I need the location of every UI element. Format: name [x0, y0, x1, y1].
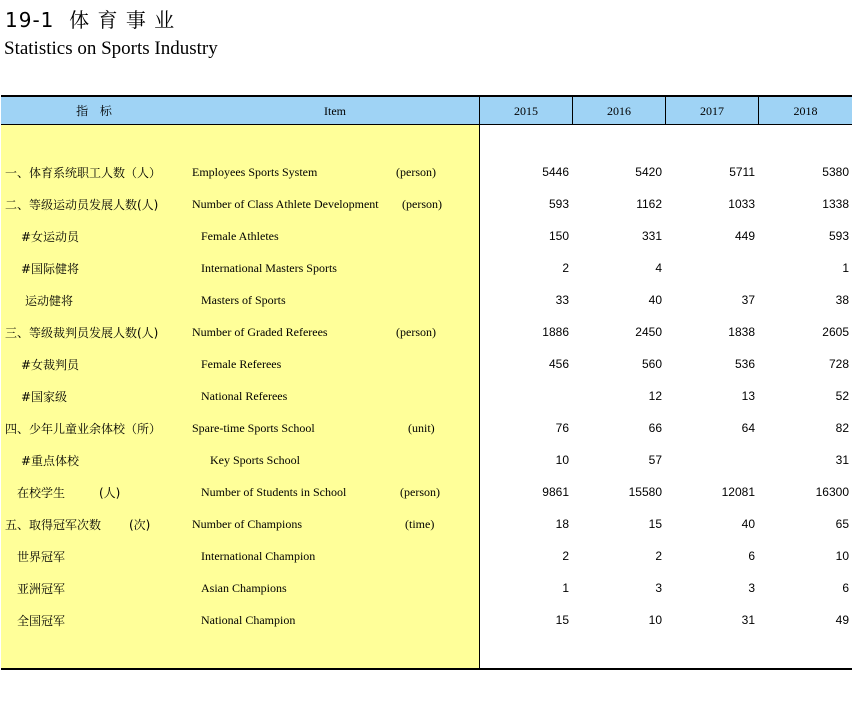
row-value-2015: 2: [562, 549, 569, 563]
row-indicator-cn: 运动健将: [25, 294, 74, 308]
row-value-2016: 2450: [635, 325, 662, 339]
row-value-2018: 31: [835, 453, 849, 467]
row-unit-cn: (次): [129, 518, 151, 532]
row-value-2018: 5380: [822, 165, 849, 179]
row-unit-en: (person): [400, 485, 440, 499]
row-item-en: Asian Champions: [201, 581, 287, 595]
row-value-2015: 18: [555, 517, 569, 531]
table-bottom-border: [1, 668, 852, 670]
row-unit-en: (unit): [408, 421, 435, 435]
table-header: [1, 95, 852, 125]
row-unit-en: (person): [396, 325, 436, 339]
table-row: [1, 604, 852, 636]
table-row: [1, 380, 852, 412]
table-row: [1, 508, 852, 540]
row-item-en: Number of Graded Referees: [192, 325, 328, 339]
row-item-en: Spare-time Sports School: [192, 421, 315, 435]
row-value-2018: 38: [835, 293, 849, 307]
row-value-2015: 15: [555, 613, 569, 627]
row-indicator-cn: #重点体校: [21, 454, 80, 468]
row-value-2018: 52: [835, 389, 849, 403]
row-item-en: International Masters Sports: [201, 261, 337, 275]
row-value-2017: 12081: [721, 485, 755, 499]
row-value-2015: 5446: [542, 165, 569, 179]
row-value-2015: 150: [548, 229, 569, 243]
row-value-2018: 728: [828, 357, 849, 371]
row-value-2016: 66: [648, 421, 662, 435]
row-value-2016: 10: [648, 613, 662, 627]
table-row: [1, 316, 852, 348]
header-year-2015: 2015: [514, 104, 538, 118]
row-unit-en: (person): [396, 165, 436, 179]
title-english: Statistics on Sports Industry: [4, 38, 218, 59]
table-row: [1, 188, 852, 220]
row-value-2017: 536: [734, 357, 755, 371]
row-item-en: Female Athletes: [201, 229, 279, 243]
row-value-2016: 4: [655, 261, 662, 275]
row-indicator-cn: 在校学生: [17, 486, 66, 500]
header-indicator: 指 标: [76, 104, 116, 118]
row-value-2018: 2605: [822, 325, 849, 339]
row-value-2018: 6: [842, 581, 849, 595]
row-value-2018: 10: [835, 549, 849, 563]
row-value-2017: 40: [741, 517, 755, 531]
row-value-2018: 65: [835, 517, 849, 531]
row-indicator-cn: 全国冠军: [17, 614, 66, 628]
row-value-2015: 456: [548, 357, 569, 371]
row-value-2016: 57: [648, 453, 662, 467]
table-row: [1, 220, 852, 252]
row-value-2015: 76: [555, 421, 569, 435]
row-item-en: Masters of Sports: [201, 293, 286, 307]
row-value-2016: 331: [641, 229, 662, 243]
header-divider: [665, 97, 666, 125]
row-item-en: Number of Champions: [192, 517, 302, 531]
table-row: [1, 540, 852, 572]
row-indicator-cn: #女裁判员: [21, 358, 80, 372]
row-indicator-cn: 五、取得冠军次数: [5, 518, 102, 532]
table-row: [1, 348, 852, 380]
row-value-2015: 1886: [542, 325, 569, 339]
row-value-2015: 593: [548, 197, 569, 211]
header-year-2017: 2017: [700, 104, 724, 118]
row-value-2016: 12: [648, 389, 662, 403]
row-value-2016: 1162: [636, 197, 662, 211]
row-value-2016: 15580: [628, 485, 662, 499]
row-value-2017: 13: [741, 389, 755, 403]
row-item-en: Number of Students in School: [201, 485, 347, 499]
row-value-2018: 49: [835, 613, 849, 627]
row-value-2015: 2: [562, 261, 569, 275]
row-item-en: Employees Sports System: [192, 165, 318, 179]
header-year-2018: 2018: [793, 104, 818, 118]
row-indicator-cn: 四、少年儿童业余体校（所）: [5, 422, 162, 436]
row-value-2016: 5420: [635, 165, 662, 179]
row-item-en: Key Sports School: [210, 453, 300, 467]
row-value-2017: 31: [741, 613, 755, 627]
row-value-2015: 10: [555, 453, 569, 467]
table-row: [1, 156, 852, 188]
table-row: [1, 444, 852, 476]
row-item-en: Female Referees: [201, 357, 282, 371]
row-value-2017: 37: [741, 293, 755, 307]
row-value-2017: 1838: [728, 325, 755, 339]
header-divider: [758, 97, 759, 125]
table-row: [1, 412, 852, 444]
row-indicator-cn: 世界冠军: [17, 550, 66, 564]
table-row: [1, 252, 852, 284]
table-number: 19-1: [5, 8, 55, 32]
row-item-en: National Referees: [201, 389, 288, 403]
row-value-2017: 5711: [729, 165, 755, 179]
header-item: Item: [324, 104, 346, 118]
row-value-2016: 3: [655, 581, 662, 595]
row-value-2015: 1: [562, 581, 569, 595]
table-row: [1, 476, 852, 508]
row-value-2016: 15: [648, 517, 662, 531]
header-year-2016: 2016: [607, 104, 631, 118]
row-value-2018: 1338: [822, 197, 849, 211]
row-value-2017: 449: [734, 229, 755, 243]
row-value-2015: 9861: [542, 485, 569, 499]
row-unit-en: (time): [405, 517, 435, 531]
row-value-2017: 1033: [728, 197, 755, 211]
row-value-2017: 6: [748, 549, 755, 563]
title-chinese-text: 体 育 事 业: [69, 8, 176, 32]
row-value-2016: 560: [641, 357, 662, 371]
title-chinese: [5, 4, 175, 33]
row-value-2016: 40: [648, 293, 662, 307]
table-row: [1, 284, 852, 316]
row-value-2018: 82: [835, 421, 849, 435]
row-value-2016: 2: [655, 549, 662, 563]
row-indicator-cn: #国家级: [21, 390, 68, 404]
row-value-2017: 64: [741, 421, 755, 435]
header-divider: [572, 97, 573, 125]
row-item-en: Number of Class Athlete Development: [192, 197, 379, 211]
row-item-en: National Champion: [201, 613, 296, 627]
row-indicator-cn: 亚洲冠军: [17, 582, 66, 596]
row-unit-en: (person): [402, 197, 442, 211]
row-indicator-cn: 一、体育系统职工人数（人）: [5, 166, 162, 180]
row-indicator-cn: #国际健将: [21, 262, 80, 276]
row-value-2018: 593: [828, 229, 849, 243]
row-item-en: International Champion: [201, 549, 316, 563]
row-indicator-cn: 三、等级裁判员发展人数(人): [5, 326, 159, 340]
row-indicator-cn: #女运动员: [21, 230, 80, 244]
row-value-2018: 16300: [815, 485, 849, 499]
table-row: [1, 572, 852, 604]
row-unit-cn: (人): [99, 486, 121, 500]
row-indicator-cn: 二、等级运动员发展人数(人): [5, 198, 159, 212]
row-value-2018: 1: [842, 261, 849, 275]
row-value-2017: 3: [748, 581, 755, 595]
statistics-table: [1, 95, 852, 670]
row-value-2015: 33: [555, 293, 569, 307]
